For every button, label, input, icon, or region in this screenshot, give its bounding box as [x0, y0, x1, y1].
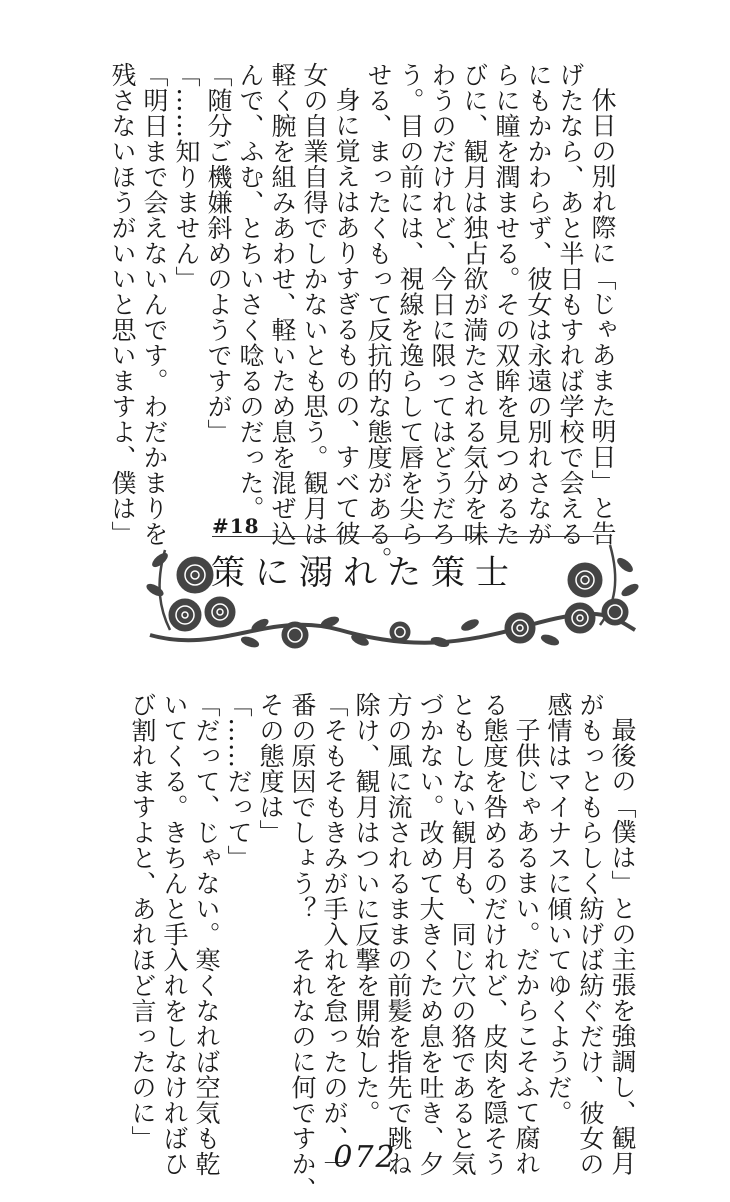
- text-line: 「随分ご機嫌斜めのようですが」: [204, 62, 233, 445]
- text-line: 除け、観月はついに反撃を開始した。: [352, 692, 381, 1126]
- text-line: 子供じゃあるまい。だからこそふて腐れ: [512, 717, 541, 1176]
- text-line: らに瞳を潤ませる。その双眸を見つめるた: [492, 62, 521, 547]
- text-line: 休日の別れ際に「じゃあまた明日」と告: [588, 87, 617, 546]
- chapter-number: #18: [212, 514, 260, 538]
- text-line: 「……知りません」: [172, 62, 201, 292]
- text-line: ともしない観月も、同じ穴の狢であると気: [448, 692, 477, 1177]
- text-line: 残さないほうがいいと思いますよ、僕は」: [108, 62, 137, 547]
- text-line: 軽く腕を組みあわせ、軽いため息を混ぜ込: [268, 62, 297, 547]
- text-line: げたなら、あと半日もすれば学校で会える: [556, 62, 585, 547]
- text-line: 最後の「僕は」との主張を強調し、観月: [608, 717, 637, 1176]
- text-line: う。目の前には、視線を逸らして唇を尖ら: [396, 62, 425, 547]
- text-line: んで、ふむ、とちいさく唸るのだった。: [236, 62, 265, 521]
- text-line: る態度を咎めるのだけれど、皮肉を隠そう: [480, 692, 509, 1177]
- text-line: 「そもそもきみが手入れを怠ったのが、一: [320, 692, 349, 1177]
- text-line: 番の原因でしょう？ それなのに何ですか、: [288, 692, 317, 1202]
- text-line: 「明日まで会えないんです。わだかまりを: [140, 62, 169, 547]
- text-line: その態度は」: [256, 692, 285, 845]
- text-line: 感情はマイナスに傾いてゆくようだ。: [544, 692, 573, 1126]
- text-line: 身に覚えはありすぎるものの、すべて彼: [332, 87, 361, 546]
- text-line: 「……だって」: [224, 692, 253, 871]
- text-line: づかない。改めて大きくため息を吐き、夕: [416, 692, 445, 1177]
- text-line: 「だって、じゃない。寒くなれば空気も乾: [192, 692, 221, 1177]
- text-line: にもかかわらず、彼女は永遠の別れさなが: [524, 62, 553, 547]
- text-line: がもっともらしく紡げば紡ぐだけ、彼女の: [576, 692, 605, 1177]
- text-line: 方の風に流されるままの前髪を指先で跳ね: [384, 692, 413, 1177]
- text-line: せる、まったくもって反抗的な態度がある。: [364, 62, 393, 572]
- text-line: 女の自業自得でしかないとも思う。観月は: [300, 62, 329, 547]
- text-line: び割れますよと、あれほど言ったのに」: [128, 692, 157, 1151]
- text-line: びに、観月は独占欲が満たされる気分を味: [460, 62, 489, 547]
- text-line: いてくる。きちんと手入れをしなければひ: [160, 692, 189, 1177]
- chapter-title: 策に溺れた策士: [211, 553, 519, 593]
- page-number: 072: [333, 1140, 397, 1175]
- text-line: わうのだけれど、今日に限ってはどうだろ: [428, 62, 457, 547]
